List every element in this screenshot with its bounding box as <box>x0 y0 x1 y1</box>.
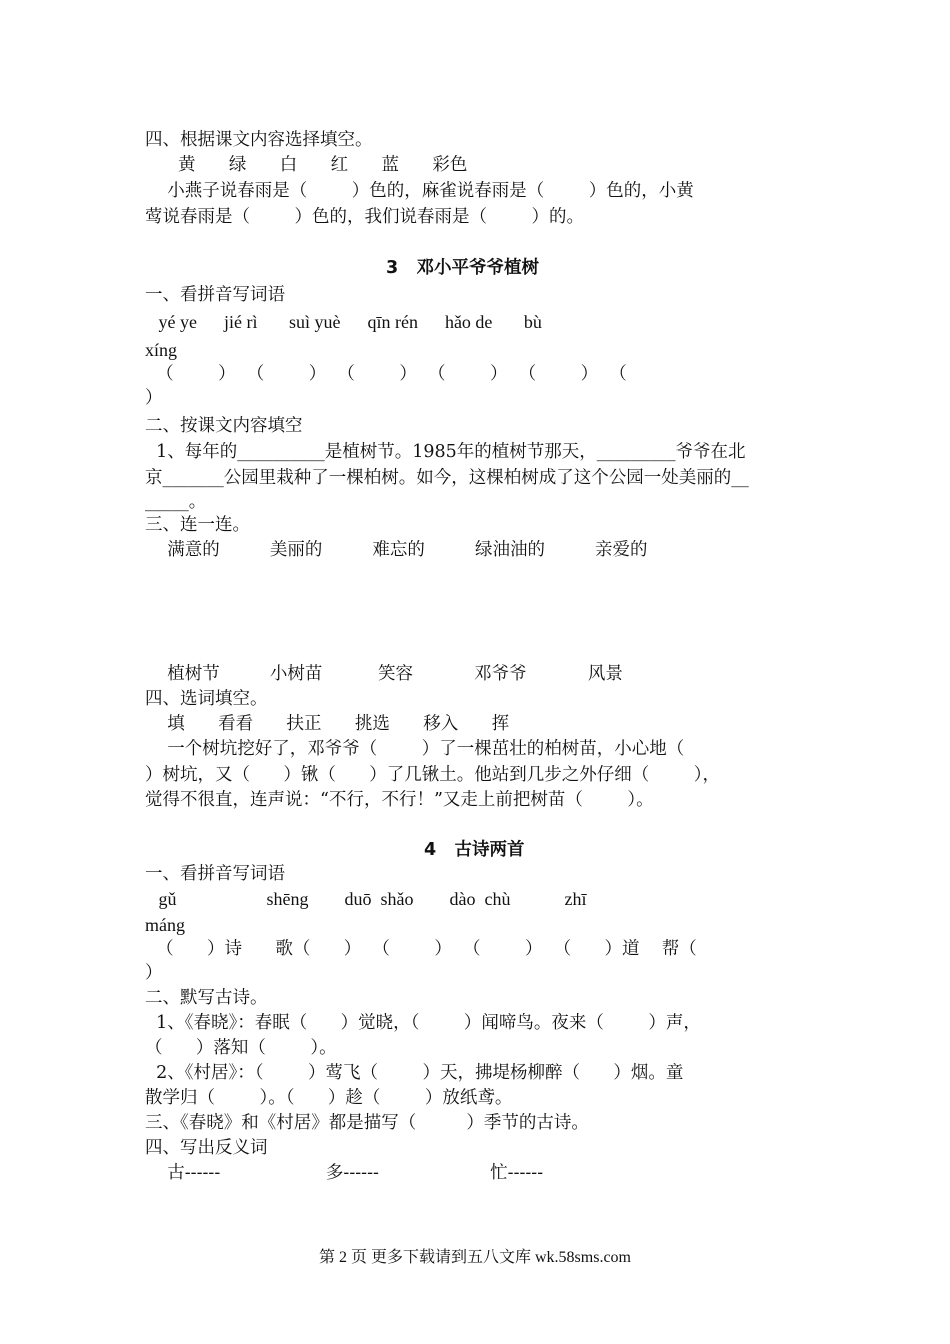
q4-options: 黄 绿 白 红 蓝 彩色 <box>178 155 468 175</box>
poem-line: （ ）落知（ ）。 <box>145 1038 337 1058</box>
q4-line: 小燕子说春雨是（ ）色的，麻雀说春雨是（ ）色的，小黄 <box>145 181 694 201</box>
q4-line: 莺说春雨是（ ）色的，我们说春雨是（ ）的。 <box>145 207 585 227</box>
poem-line: 2、《村居》：（ ）莺飞（ ）天，拂堤杨柳醉（ ）烟。童 <box>145 1063 684 1083</box>
word-options: 填 看看 扶正 挑选 移入 挥 <box>145 714 510 734</box>
antonym-line: 古------ 多------ 忙------ <box>145 1163 544 1183</box>
question-heading: 三、《春晓》和《村居》都是描写（ ）季节的古诗。 <box>145 1113 589 1133</box>
match-bottom-words: 植树节 小树苗 笑容 邓爷爷 风景 <box>145 664 623 684</box>
match-top-words: 满意的 美丽的 难忘的 绿油油的 亲爱的 <box>145 540 648 560</box>
pinyin-line: máng <box>145 915 185 935</box>
page-footer: 第 2 页 更多下载请到五八文库 wk.58sms.com <box>318 1249 631 1266</box>
fill-line: 觉得不很直，连声说：“不行，不行！”又走上前把树苗（ ）。 <box>145 790 654 810</box>
question-heading: 二、默写古诗。 <box>145 988 268 1008</box>
fill-line: 1、每年的__________是植树节。1985年的植树节那天，_________爷爷在北 <box>145 442 746 462</box>
answer-brackets: （ ） （ ） （ ） （ ） （ ） （ <box>145 364 627 384</box>
question-heading: 三、连一连。 <box>145 515 250 535</box>
fill-line: ）树坑，又（ ）锹（ ）了几锹土。他站到几步之外仔细（ ）， <box>145 765 721 785</box>
fill-line: 京_______公园里栽种了一棵柏树。如今，这棵柏树成了这个公园一处美丽的__ <box>145 468 749 488</box>
question-heading: 一、看拼音写词语 <box>145 864 285 884</box>
answer-brackets: ） <box>145 388 163 408</box>
pinyin-line: xíng <box>145 340 178 360</box>
pinyin-line: yé ye jié rì suì yuè qīn rén hǎo de bù <box>145 312 542 332</box>
pinyin-line: gǔ shēng duō shǎo dào chù zhī <box>145 889 587 909</box>
fill-line: 一个树坑挖好了，邓爷爷（ ）了一棵茁壮的柏树苗，小心地（ <box>145 739 685 759</box>
question-heading: 二、按课文内容填空 <box>145 416 303 436</box>
question-heading: 四、写出反义词 <box>145 1138 268 1158</box>
answer-brackets: （ ）诗 歌（ ） （ ） （ ） （ ）道 帮（ <box>145 939 697 959</box>
question-heading: 一、看拼音写词语 <box>145 285 285 305</box>
poem-line: 散学归（ ）。（ ）趁（ ）放纸鸢。 <box>145 1088 513 1108</box>
lesson-4-title: 4 古诗两首 <box>424 840 525 860</box>
question-heading: 四、选词填空。 <box>145 689 268 709</box>
poem-line: 1、《春晓》：春眠（ ）觉晓，（ ）闻啼鸟。夜来（ ）声， <box>145 1013 701 1033</box>
lesson-3-title: 3 邓小平爷爷植树 <box>386 258 539 278</box>
fill-line: _____。 <box>145 492 207 512</box>
q4-heading: 四、根据课文内容选择填空。 <box>145 130 373 150</box>
answer-brackets: ） <box>145 963 163 983</box>
